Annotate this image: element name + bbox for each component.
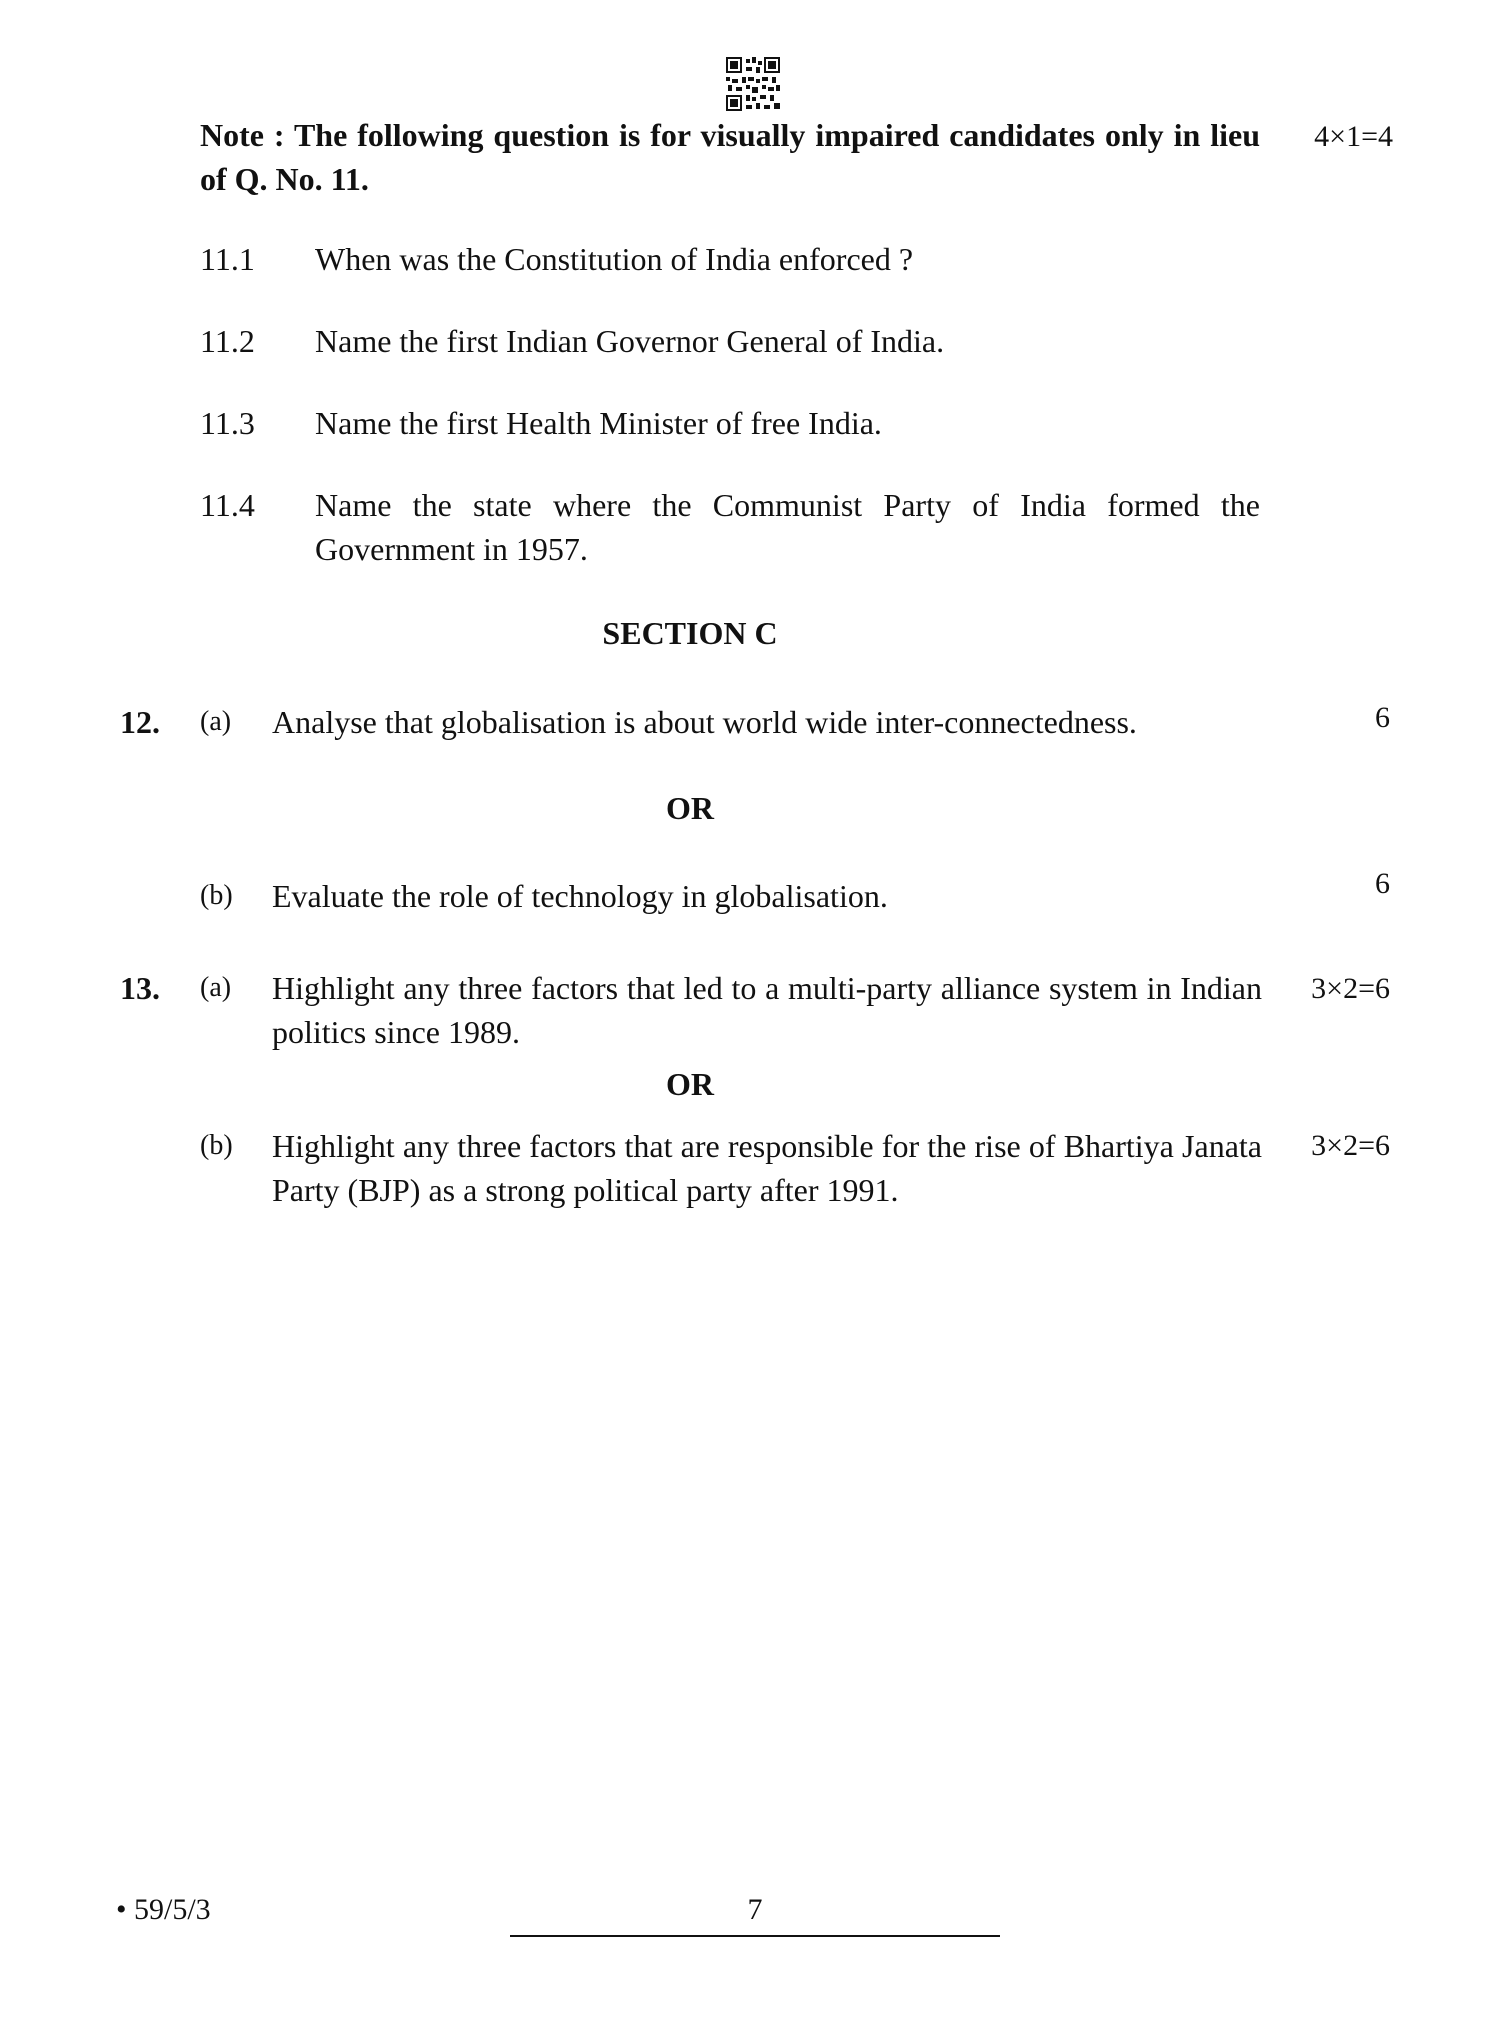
question-number: 12. <box>120 704 160 740</box>
or-divider: OR <box>666 1066 714 1102</box>
subquestion-number: 11.4 <box>200 487 255 523</box>
question-text: Evaluate the role of technology in globalisation. <box>272 878 888 914</box>
visually-impaired-note: Note : The following question is for visually impaired candidates only in lieu of Q. No. 11. <box>200 117 1260 197</box>
footer-divider <box>510 1935 1000 1937</box>
subquestion-text: When was the Constitution of India enforced ? <box>315 241 914 277</box>
section-title: SECTION C <box>602 615 778 651</box>
option-label: (b) <box>200 880 233 911</box>
or-divider: OR <box>666 790 714 826</box>
paper-code: • 59/5/3 <box>116 1893 211 1926</box>
question-marks: 6 <box>1375 701 1390 734</box>
question-text: Highlight any three factors that are responsible for the rise of Bhartiya Janata Party (BJP) as a strong political party after 1991. <box>272 1128 1262 1208</box>
question-text: Analyse that globalisation is about world wide inter-connectedness. <box>272 704 1137 740</box>
subquestion-text: Name the first Health Minister of free India. <box>315 405 882 441</box>
option-label: (a) <box>200 972 232 1003</box>
question-number: 13. <box>120 970 160 1006</box>
question-text: Highlight any three factors that led to a multi-party alliance system in Indian politics since 1989. <box>272 970 1262 1050</box>
option-label: (a) <box>200 706 232 737</box>
subquestion-text: Name the state where the Communist Party of India formed the Government in 1957. <box>315 487 1260 567</box>
subquestion-number: 11.3 <box>200 405 255 441</box>
subquestion-text: Name the first Indian Governor General of India. <box>315 323 945 359</box>
subquestion-number: 11.2 <box>200 323 255 359</box>
subquestion-number: 11.1 <box>200 241 255 277</box>
option-label: (b) <box>200 1130 233 1161</box>
question-marks: 6 <box>1375 867 1390 900</box>
note-marks: 4×1=4 <box>1314 120 1393 153</box>
question-marks: 3×2=6 <box>1311 972 1390 1005</box>
page-number: 7 <box>747 1893 763 1926</box>
qr-code <box>726 57 780 111</box>
question-marks: 3×2=6 <box>1311 1129 1390 1162</box>
